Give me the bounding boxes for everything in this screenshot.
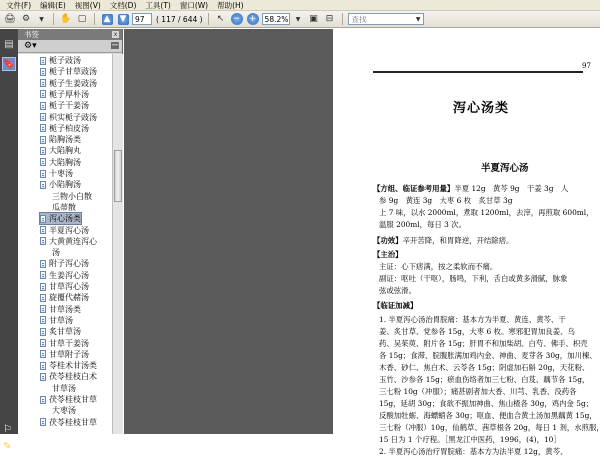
body-line bbox=[379, 399, 593, 409]
section-tag: 【临证加减】 bbox=[373, 301, 418, 310]
menu-window[interactable]: 窗口(W) bbox=[179, 0, 209, 10]
bookmark-page-icon bbox=[40, 373, 46, 381]
menu-bar bbox=[0, 0, 600, 11]
bookmark-page-icon bbox=[40, 305, 46, 313]
body-line bbox=[379, 411, 597, 421]
body-text: 药、吴茱萸、附片各 15g；肝胃不和加柴胡、白芍、佛手、枳壳 bbox=[379, 339, 588, 348]
bookmark-item[interactable] bbox=[40, 134, 81, 145]
fit-width-icon[interactable]: ⊟ bbox=[325, 14, 334, 24]
navigation-pane bbox=[0, 29, 18, 452]
toolbar-divider bbox=[208, 13, 209, 25]
zoom-dropdown-icon[interactable]: ▼ bbox=[295, 15, 301, 23]
bookmark-label: 大陷胸汤 bbox=[49, 157, 81, 167]
menu-document[interactable]: 文档(D) bbox=[109, 0, 137, 10]
bookmark-page-icon bbox=[40, 147, 46, 155]
body-line bbox=[379, 262, 497, 272]
bookmark-label: 瓜蒂散 bbox=[52, 202, 76, 212]
bookmark-item[interactable] bbox=[40, 417, 97, 428]
bookmark-label: 半夏泻心汤 bbox=[49, 225, 89, 235]
close-panel-icon[interactable]: x bbox=[113, 31, 118, 38]
body-text: 2. 半夏泻心汤治疗胃脘痛：基本方为法半夏 12g，黄芩、 bbox=[379, 447, 568, 456]
bookmark-page-icon bbox=[40, 237, 46, 245]
body-line bbox=[379, 196, 512, 206]
share-icon[interactable]: ⚙ bbox=[21, 14, 31, 24]
bookmark-item[interactable] bbox=[40, 338, 89, 349]
menu-tools[interactable]: 工具(T) bbox=[145, 0, 171, 10]
bookmark-page-icon bbox=[40, 339, 46, 347]
bookmark-item[interactable] bbox=[40, 292, 89, 303]
hand-tool-icon[interactable]: ✋ bbox=[60, 14, 72, 24]
body-line bbox=[379, 339, 588, 349]
bookmark-label: 甘草干姜汤 bbox=[49, 338, 89, 348]
body-line bbox=[379, 447, 567, 457]
bookmark-item[interactable] bbox=[40, 112, 97, 123]
bookmark-label: 栀子干姜汤 bbox=[49, 101, 89, 111]
section-tag: 【方组、临证参考用量】 bbox=[373, 184, 455, 193]
bookmark-page-icon bbox=[40, 170, 46, 178]
select-tool-icon[interactable]: ↖ bbox=[216, 14, 225, 24]
toolbar bbox=[0, 11, 600, 28]
bookmark-page-icon bbox=[40, 260, 46, 268]
bookmark-item[interactable] bbox=[40, 55, 81, 66]
body-text: 各 15g；食滞、脘腹胀满加鸡内金、神曲、麦芽各 30g，加川楝、 bbox=[379, 351, 597, 360]
body-text: 15g，延胡 30g；食欲不振加神曲、焦山楂各 30g，鸡内金 5g； bbox=[379, 399, 594, 408]
bookmark-item[interactable] bbox=[40, 315, 73, 326]
body-text: 木香、砂仁、焦白术、云苓各 15g；阴虚加石斛 20g，天花粉、 bbox=[379, 363, 590, 372]
body-text: 三七粉 10g（冲服）；痛甚剧者加大香、川芎、乳香、没药各 bbox=[379, 387, 577, 396]
bookmark-page-icon bbox=[40, 68, 46, 76]
body-line bbox=[373, 250, 403, 260]
bookmark-item[interactable] bbox=[40, 371, 97, 382]
print-icon[interactable]: 🖨 bbox=[4, 14, 16, 24]
bookmark-item[interactable] bbox=[40, 202, 76, 213]
find-placeholder: 查找 bbox=[351, 14, 367, 24]
bookmark-page-icon bbox=[40, 294, 46, 302]
body-text: 15 日为 1 个疗程。［黑龙江中医药，1996，(4)，10］ bbox=[379, 435, 561, 444]
bookmark-label: 炙甘草汤 bbox=[49, 327, 81, 337]
section-tag: 【主治】 bbox=[373, 250, 403, 259]
body-line bbox=[373, 184, 568, 194]
body-text: 副证：呕吐（干呕），肠鸣，下利，舌白或黄多滑腻，脉象 bbox=[379, 274, 568, 283]
bookmark-item[interactable] bbox=[40, 168, 73, 179]
bookmark-item[interactable] bbox=[40, 191, 92, 202]
bookmarks-panel-header bbox=[18, 29, 122, 40]
bookmark-label: 旋覆代赭汤 bbox=[49, 293, 89, 303]
bookmark-page-icon bbox=[40, 136, 46, 144]
bookmark-item[interactable] bbox=[40, 326, 81, 337]
bookmark-page-icon bbox=[40, 350, 46, 358]
bookmark-label: 大陷胸丸 bbox=[49, 146, 81, 156]
menu-view[interactable]: 视图(V) bbox=[74, 0, 101, 10]
bookmark-page-icon bbox=[40, 215, 46, 223]
bookmark-label: 生姜泻心汤 bbox=[49, 270, 89, 280]
bookmark-label: 三物小白散 bbox=[52, 191, 92, 201]
bookmark-label: 甘草附子汤 bbox=[49, 349, 89, 359]
bookmark-page-icon bbox=[40, 226, 46, 234]
bookmark-label: 茯苓桂枝白术 bbox=[49, 372, 97, 382]
bookmark-label: 栀子生姜豉汤 bbox=[49, 78, 97, 88]
bookmark-page-icon bbox=[40, 79, 46, 87]
body-line bbox=[379, 375, 589, 385]
share-dropdown-icon[interactable]: ▼ bbox=[39, 15, 44, 23]
bookmark-label: 汤 bbox=[52, 248, 60, 258]
bookmark-item[interactable] bbox=[40, 78, 97, 89]
fit-page-icon[interactable]: ▣ bbox=[309, 14, 318, 24]
body-line bbox=[379, 435, 561, 445]
bookmark-label: 栀子甘草豉汤 bbox=[49, 67, 97, 77]
toolbar-divider bbox=[53, 13, 54, 25]
find-input[interactable] bbox=[348, 13, 424, 25]
bookmark-item[interactable] bbox=[40, 405, 76, 416]
bookmark-page-icon bbox=[40, 113, 46, 121]
bookmark-item[interactable] bbox=[40, 394, 97, 405]
zoom-out-icon[interactable]: − bbox=[230, 13, 244, 26]
body-line bbox=[379, 274, 567, 284]
paperclip-icon[interactable]: ⚐ bbox=[3, 424, 12, 435]
bookmark-item[interactable] bbox=[40, 225, 89, 236]
pdf-page bbox=[333, 29, 604, 456]
bookmarks-toolbar bbox=[18, 40, 122, 53]
bookmark-label: 甘草泻心汤 bbox=[49, 282, 89, 291]
bookmark-page-icon bbox=[40, 57, 46, 65]
section-tag: 【功效】 bbox=[373, 236, 403, 245]
bookmark-item[interactable] bbox=[40, 145, 81, 156]
page-title: 泻心汤类 bbox=[453, 101, 510, 116]
bookmark-label: 甘草汤 bbox=[52, 383, 76, 393]
bookmark-item[interactable] bbox=[40, 236, 97, 247]
bookmark-item[interactable] bbox=[40, 383, 76, 394]
bookmark-tree bbox=[18, 54, 112, 434]
bookmark-item[interactable] bbox=[40, 304, 81, 315]
body-text: 三七粉（冲服）10g，仙鹤草、茜草根各 20g，每日 1 剂，水煎服， bbox=[379, 423, 604, 432]
bookmark-label: 甘草汤 bbox=[49, 315, 73, 325]
bookmark-page-icon bbox=[40, 418, 46, 426]
bookmark-page-icon bbox=[40, 396, 46, 404]
new-bookmark-icon[interactable]: ▤ bbox=[110, 41, 119, 51]
bookmark-label: 泻心汤类 bbox=[49, 214, 81, 224]
section-title: 半夏泻心汤 bbox=[481, 163, 529, 174]
zoom-in-icon[interactable]: + bbox=[246, 13, 260, 26]
attachment-icon[interactable]: ✎ bbox=[3, 441, 12, 452]
bookmark-label: 大枣汤 bbox=[52, 406, 76, 416]
body-line bbox=[379, 363, 589, 373]
bookmark-page-icon bbox=[40, 328, 46, 336]
body-line bbox=[373, 301, 417, 311]
bookmarks-panel-icon[interactable]: 🔖 bbox=[2, 58, 16, 70]
document-area bbox=[124, 29, 604, 456]
previous-page-icon[interactable]: ▲ bbox=[100, 13, 114, 26]
menu-file[interactable]: 文件(F) bbox=[6, 0, 32, 10]
bookmark-item[interactable] bbox=[40, 270, 89, 281]
bookmark-page-icon bbox=[40, 271, 46, 279]
bookmark-page-icon bbox=[40, 316, 46, 324]
bookmark-item[interactable] bbox=[40, 157, 81, 168]
menu-help[interactable]: 帮助(H) bbox=[217, 0, 244, 10]
body-text: 弦或弦滑。 bbox=[379, 286, 416, 295]
body-line bbox=[379, 286, 416, 296]
bookmark-item[interactable] bbox=[40, 123, 89, 134]
bookmark-item[interactable] bbox=[40, 179, 81, 190]
bookmark-label: 甘草汤类 bbox=[49, 304, 81, 314]
bookmark-page-icon bbox=[40, 283, 46, 291]
bookmarks-panel bbox=[18, 29, 123, 434]
pages-panel-icon[interactable]: ▤ bbox=[4, 38, 14, 50]
body-text: 温服 200ml，每日 3 次。 bbox=[379, 220, 466, 229]
bookmark-label: 十枣汤 bbox=[49, 169, 73, 178]
toolbar-divider bbox=[94, 13, 95, 25]
bookmark-label: 栀子柏皮汤 bbox=[49, 123, 89, 133]
bookmark-page-icon bbox=[40, 181, 46, 189]
body-line bbox=[379, 423, 604, 433]
toolbar-divider bbox=[342, 13, 343, 25]
bookmark-label: 栀子豉汤 bbox=[49, 56, 81, 65]
body-text: 玉竹、沙参各 15g；瘀血伤络者加三七粉、白芨、藕节各 15g， bbox=[379, 375, 590, 384]
body-line bbox=[373, 236, 513, 246]
find-dropdown-icon[interactable]: ▼ bbox=[415, 15, 421, 23]
bookmark-item[interactable] bbox=[40, 349, 89, 360]
body-line bbox=[379, 387, 577, 397]
body-line bbox=[379, 220, 466, 230]
body-text: 半夏 12g 黄芩 9g 干姜 3g 人 bbox=[454, 184, 569, 193]
bookmark-label: 大黄黄连泻心 bbox=[49, 236, 97, 246]
bookmark-item[interactable] bbox=[40, 100, 89, 111]
bookmark-scrollbar[interactable] bbox=[112, 54, 123, 434]
body-text: 辛开苦降，和胃降逆，开结除痞。 bbox=[402, 236, 514, 245]
bookmark-options-icon[interactable]: ⚙▾ bbox=[24, 41, 37, 51]
bookmark-label: 陷胸汤类 bbox=[49, 135, 81, 145]
page-number-input[interactable]: 97 bbox=[132, 13, 152, 25]
body-text: 1. 半夏泻心汤治胃脘痛：基本方为半夏、黄连、黄芩、干 bbox=[379, 315, 566, 324]
bookmark-label: 附子泻心汤 bbox=[49, 259, 89, 269]
page-count: ( 117 / 644 ) bbox=[156, 14, 203, 24]
bookmark-label: 小陷胸汤 bbox=[49, 180, 81, 190]
bookmark-page-icon bbox=[40, 362, 46, 370]
bookmark-page-icon bbox=[40, 90, 46, 98]
bookmark-label: 苓桂术甘汤类 bbox=[49, 361, 97, 371]
body-text: 姜、炙甘草、党参各 15g，大枣 6 枚。寒邪犯胃加良姜、乌 bbox=[379, 327, 575, 336]
body-line bbox=[379, 208, 594, 218]
body-line bbox=[379, 327, 575, 337]
bookmark-item[interactable] bbox=[40, 281, 89, 292]
bookmark-item[interactable] bbox=[40, 66, 97, 77]
body-text: 主证：心下痞满，按之柔软而不痛。 bbox=[379, 262, 498, 271]
bookmark-item[interactable] bbox=[40, 213, 81, 224]
zoom-input[interactable]: 58.2% bbox=[262, 13, 290, 25]
bookmark-label: 枳实栀子豉汤 bbox=[49, 112, 97, 122]
bookmark-item[interactable] bbox=[40, 360, 97, 371]
bookmark-page-icon bbox=[40, 158, 46, 166]
bookmark-item[interactable] bbox=[40, 247, 60, 258]
scrollbar-thumb[interactable] bbox=[114, 150, 122, 202]
header-rule bbox=[373, 71, 583, 73]
bookmark-label: 茯苓桂枝甘草 bbox=[49, 395, 97, 404]
page-number: 97 bbox=[582, 62, 591, 70]
menu-edit[interactable]: 编辑(E) bbox=[40, 0, 66, 10]
bookmark-label: 茯苓桂枝甘草 bbox=[49, 417, 97, 427]
body-text: 参 9g 黄连 3g 大枣 6 枚 炙甘草 3g bbox=[379, 196, 513, 205]
body-text: 上 7 味，以水 2000ml，煮取 1200ml，去滓，再煎取 600ml， bbox=[379, 208, 594, 217]
body-text: 反酸加牡蛎、海螵蛸各 30g；呕血、便血合黄土汤加黑藕黄 15g， bbox=[379, 411, 597, 420]
next-page-icon[interactable]: ▼ bbox=[116, 13, 130, 26]
bookmark-page-icon bbox=[40, 102, 46, 110]
bookmark-item[interactable] bbox=[40, 89, 89, 100]
bookmarks-panel-title: 书签 bbox=[24, 30, 39, 39]
bookmark-page-icon bbox=[40, 124, 46, 132]
bookmark-item[interactable] bbox=[40, 258, 89, 269]
body-line bbox=[379, 315, 566, 325]
body-line bbox=[379, 351, 597, 361]
bookmark-tool-icon[interactable]: ▢ bbox=[77, 14, 87, 24]
bookmark-label: 栀子厚朴汤 bbox=[49, 89, 89, 99]
